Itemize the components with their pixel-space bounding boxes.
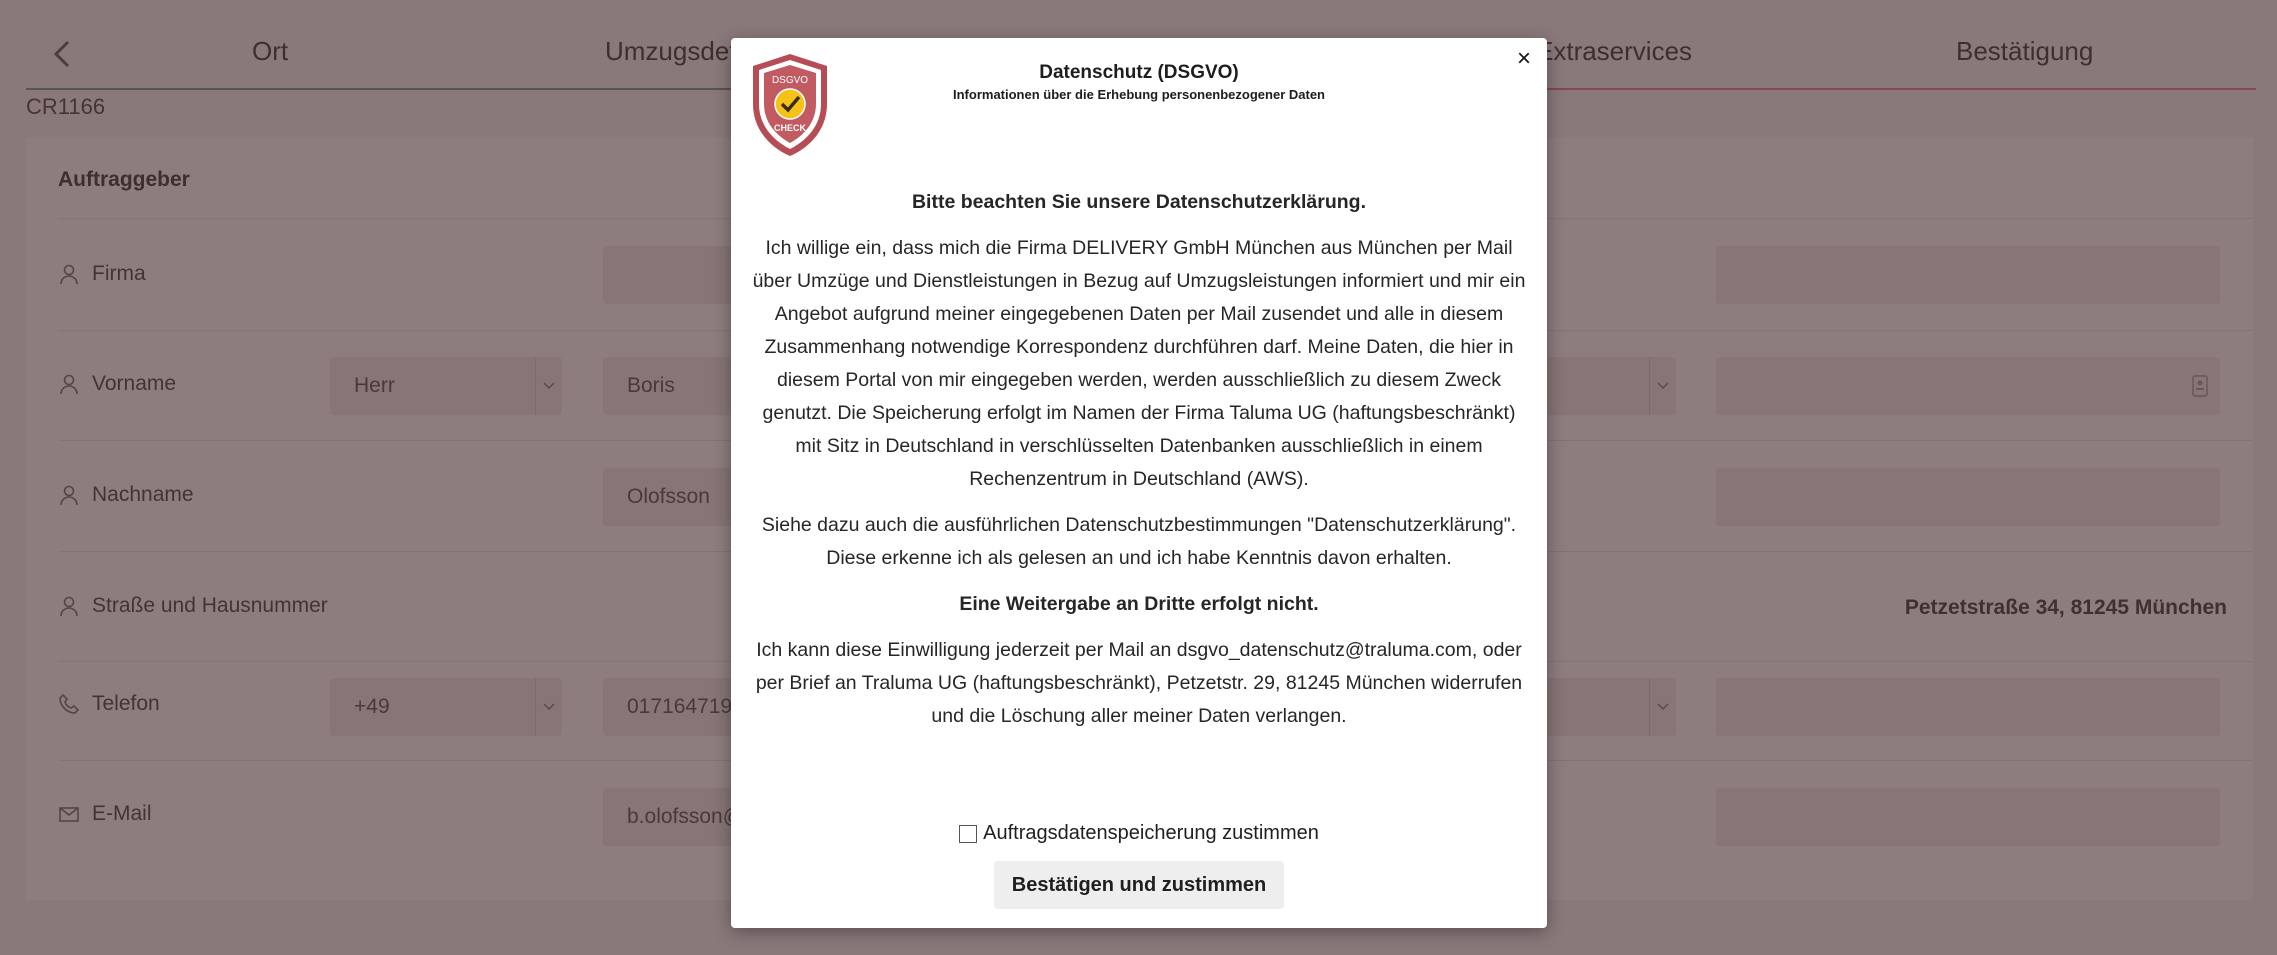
badge-text-bottom: CHECK [773,123,807,133]
consent-checkbox-row [731,822,1547,845]
modal-body [747,186,1531,746]
privacy-reference-paragraph: Siehe dazu auch die ausführlichen Datenschutzbestimmungen "Datenschutzerklärung". Diese erkenne ich als gelesen an und ich habe Kenntnis davon erhalten. [761,514,1517,569]
revocation-paragraph: Ich kann diese Einwilligung jederzeit per Mail an dsgvo_datenschutz@traluma.com, oder per Brief an Traluma UG (haftungsbeschränkt), Petzetstr. 29, 81245 München widerrufen und die Löschung aller meiner Daten verlangen. [755,639,1523,727]
consent-checkbox-label[interactable]: Auftragsdatenspeicherung zustimmen [983,822,1319,844]
modal-subtitle: Informationen über die Erhebung personenbezogener Daten [953,87,1325,102]
third-party-notice: Eine Weitergabe an Dritte erfolgt nicht. [959,593,1319,615]
consent-paragraph: Ich willige ein, dass mich die Firma DELIVERY GmbH München aus München per Mail über Umzüge und Dienstleistungen in Bezug auf Umzugsleistungen informiert und mir ein Angebot aufgrund meiner eingegebenen Daten per Mail zusendet und alle in diesem Zusammenhang notwendige Korrespondenz durchführen darf. Meine Daten, die hier in diesem Portal von mir eingegeben werden, werden ausschließlich zu diesem Zweck genutzt. Die Speicherung erfolgt im Namen der Firma Taluma UG (haftungsbeschränkt) mit Sitz in Deutschland in verschlüsselten Datenbanken ausschließlich in einem Rechenzentrum in Deutschland (AWS). [752,237,1526,490]
confirm-button[interactable]: Bestätigen und zustimmen [994,861,1284,909]
modal-title: Datenschutz (DSGVO) [1039,62,1239,83]
privacy-heading: Bitte beachten Sie unsere Datenschutzerklärung. [911,191,1367,213]
dsgvo-modal [731,38,1547,928]
badge-text-top: DSGVO [771,75,809,86]
close-icon[interactable]: × [1516,45,1531,72]
consent-checkbox[interactable] [959,825,977,843]
